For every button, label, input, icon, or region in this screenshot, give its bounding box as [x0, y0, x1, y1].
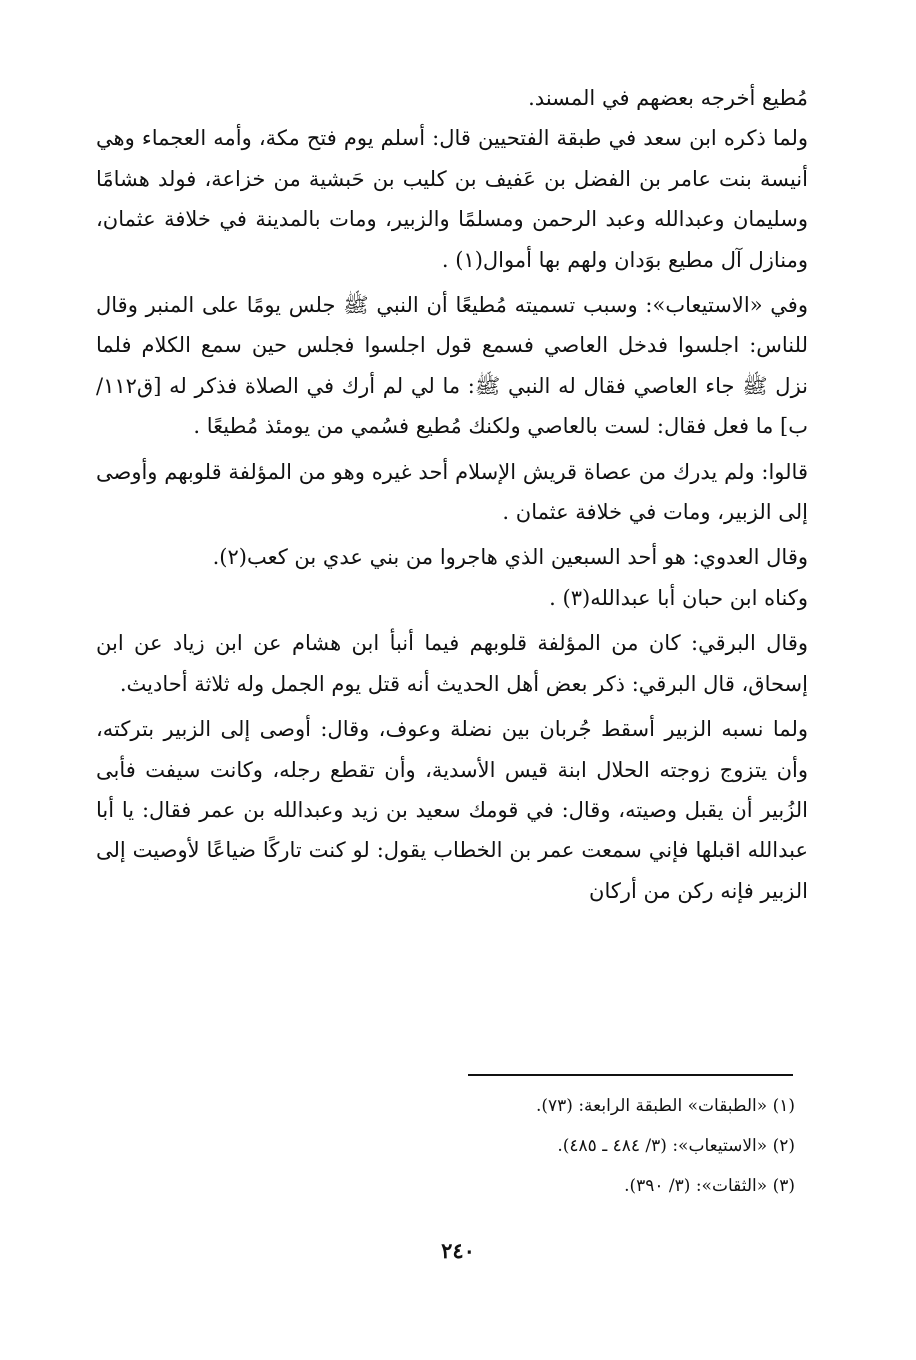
main-text-body: [96, 78, 808, 911]
footnote-1: (١) «الطبقات» الطبقة الرابعة: (٧٣).: [535, 1096, 795, 1116]
paragraph-4: قالوا: ولم يدرك من عصاة قريش الإسلام أحد غيره وهو من المؤلفة قلوبهم وأوصى إلى الزبير، ومات في خلافة عثمان .: [96, 459, 808, 525]
paragraph-6: وكناه ابن حبان أبا عبدالله(٣) .: [549, 585, 808, 610]
paragraph-5: وقال العدوي: هو أحد السبعين الذي هاجروا من بني عدي بن كعب(٢).: [212, 545, 808, 570]
footnote-3: (٣) «الثقات»: (٣/ ٣٩٠).: [624, 1176, 795, 1196]
paragraph-2: ولما ذكره ابن سعد في طبقة الفتحيين قال: أسلم يوم فتح مكة، وأمه العجماء وهي أنيسة بنت عامر بن الفضل بن عَفيف بن كليب بن حَبشية من خزاعة، فولد هشامًا وسليمان وعبدالله وعبد الرحمن ومسلمًا والزبير، ومات بالمدينة في خلافة عثمان، ومنازل آل مطيع بوَدان ولهم بها أموال(١) .: [96, 126, 808, 272]
paragraph-1: مُطيع أخرجه بعضهم في المسند.: [528, 86, 808, 110]
footnote-separator-rule: [468, 1074, 793, 1076]
page-number: ٢٤٠: [441, 1238, 475, 1263]
footnotes-section: [96, 1086, 795, 1206]
paragraph-8: ولما نسبه الزبير أسقط جُربان بين نضلة وعوف، وقال: أوصى إلى الزبير بتركته، وأن يتزوج زوجته الحلال ابنة قيس الأسدية، وأن تقطع رجله، وكانت سيفت فأبى الزُبير أن يقبل وصيته، وقال: في قومك سعيد بن زيد وعبدالله بن عمر فقال: يا أبا عبدالله اقبلها فإني سمعت عمر بن الخطاب يقول: لو كنت تاركًا ضياعًا لأوصيت إلى الزبير فإنه ركن من أركان: [96, 717, 808, 903]
footnote-2: (٢) «الاستيعاب»: (٣/ ٤٨٤ ـ ٤٨٥).: [557, 1136, 795, 1156]
paragraph-7: وقال البرقي: كان من المؤلفة قلوبهم فيما أنبأ ابن هشام عن ابن زياد عن ابن إسحاق، قال البرقي: ذكر بعض أهل الحديث أنه قتل يوم الجمل وله ثلاثة أحاديث.: [96, 631, 808, 696]
paragraph-3: وفي «الاستيعاب»: وسبب تسميته مُطيعًا أن النبي ﷺ جلس يومًا على المنبر وقال للناس: اجلسوا فدخل العاصي فسمع قول اجلسوا فجلس حين سمع الكلام فلما نزل ﷺ جاء العاصي فقال له النبي ﷺ: ما لي لم أرك في الصلاة فذكر له [ق١١٢/ب] ما فعل فقال: لست بالعاصي ولكنك مُطيع فسُمي من يومئذ مُطيعًا .: [96, 293, 808, 439]
